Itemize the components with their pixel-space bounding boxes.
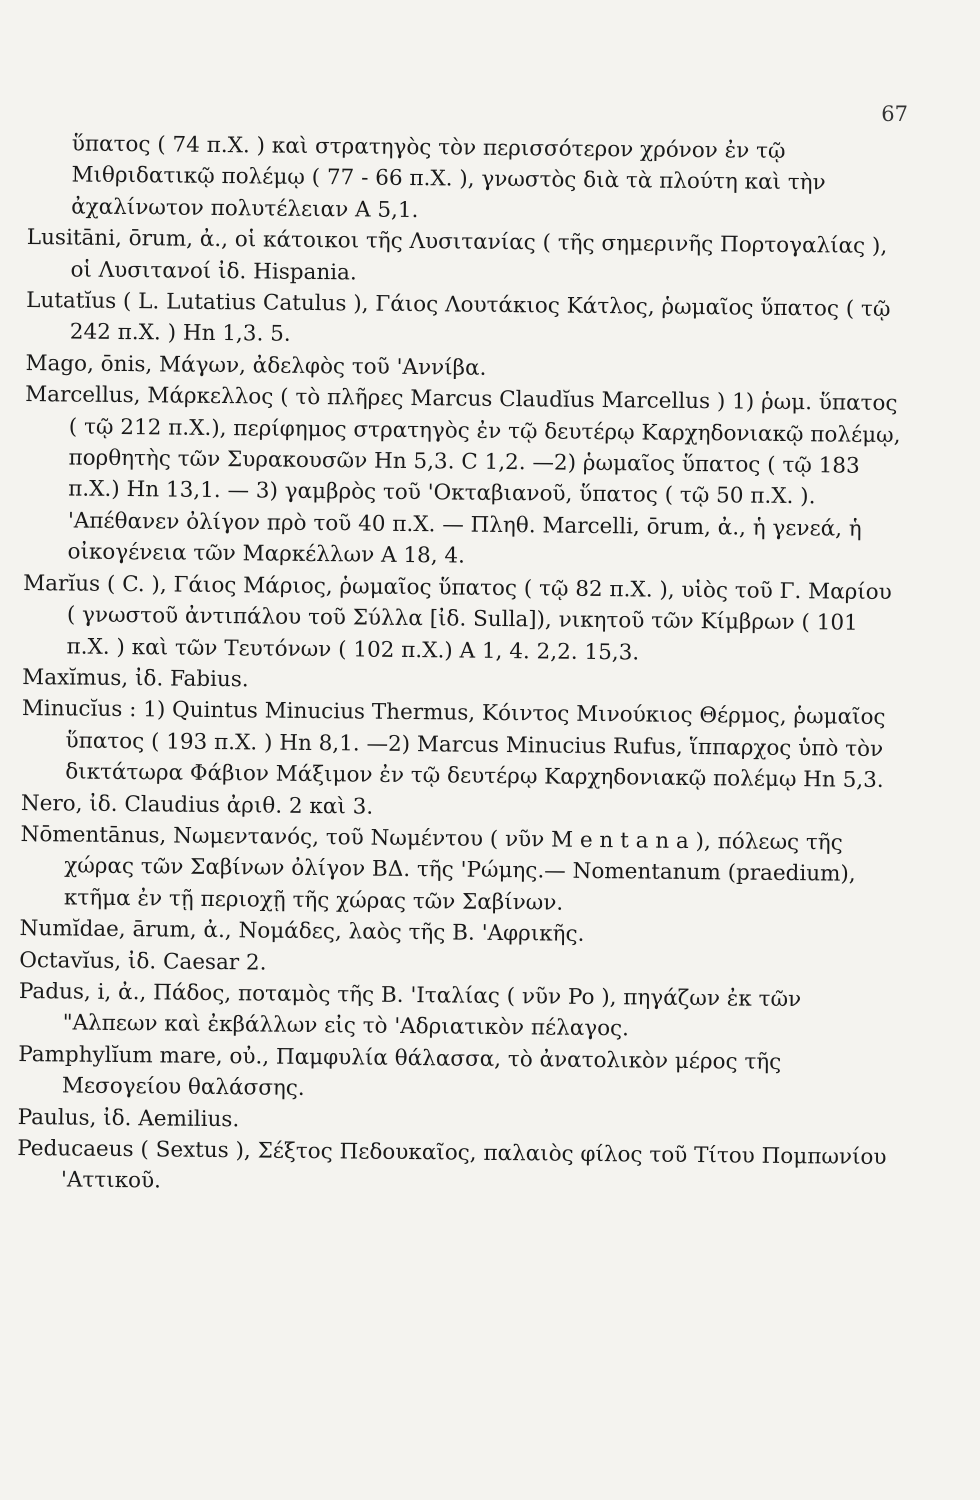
entry-mago: Mago, ōnis, Μάγων, ἀδελφὸς τοῦ 'Αννίβα. <box>25 350 487 381</box>
entry-minucius: Minucĭus : 1) Quintus Minucius Thermus, Κόιντος Μινούκιος Θέρμος, ῥωμαῖος ὕπατος ( 193 π.Χ. ) Hn 8,1. —2) Marcus Minucius Rufus, ἵππαρχος ὑπὸ τὸν δικτάτωρα Φάβιον Μάξιμον ἐν τῷ δευτέρῳ Καρχηδονιακῷ πολέμῳ Hn 5,3. <box>21 696 886 794</box>
page-number: 67 <box>881 102 908 126</box>
entry-padus: Padus, i, ἀ., Πάδος, ποταμὸς τῆς Β. 'Ιταλίας ( νῦν Po ), πηγάζων ἐκ τῶν "Αλπεων καὶ ἐκβάλλων εἰς τὸ 'Αδριατικὸν πέλαγος. <box>18 978 802 1042</box>
entry-lucullus-continuation: ὕπατος ( 74 π.Χ. ) καὶ στρατηγὸς τὸν περισσότερον χρόνον ἐν τῷ Μιθριδατικῷ πολέμῳ ( 77 - 66 π.Χ. ), γνωστὸς διὰ τὰ πλούτη καὶ τὴν ἀχαλίνωτον πολυτέλειαν Α 5,1. <box>71 131 826 223</box>
entry-octavius: Octavĭus, ἰδ. Caesar 2. <box>19 947 267 976</box>
entry-peducaeus: Peducaeus ( Sextus ), Σέξτος Πεδουκαῖος, παλαιὸς φίλος τοῦ Τίτου Πομπωνίου 'Αττικοῦ. <box>17 1135 887 1194</box>
entry-numidae: Numĭdae, ārum, ἀ., Νομάδες, λαὸς τῆς Β. 'Αφρικῆς. <box>19 916 585 948</box>
entry-nomentanus: Nōmentānus, Νωμεντανός, τοῦ Νωμέντου ( νῦν M e n t a n a ), πόλεως τῆς χώρας τῶν Σαβίνων ὀλίγον ΒΔ. τῆς 'Ρώμης.— Nomentanum (praedium), κτῆμα ἐν τῇ περιοχῇ τῆς χώρας τῶν Σαβίνων. <box>20 821 856 916</box>
entry-paulus: Paulus, ἰδ. Aemilius. <box>17 1104 240 1132</box>
entry-lutatius: Lutatĭus ( L. Lutatius Catulus ), Γάιος Λουτάκιος Κάτλος, ῥωμαῖος ὕπατος ( τῷ 242 π.Χ. ) Hn 1,3. 5. <box>26 288 891 348</box>
entry-maximus: Maxĭmus, ἰδ. Fabius. <box>22 664 249 693</box>
glossary-entries <box>17 128 908 1205</box>
entry-marcellus: Marcellus, Μάρκελλος ( τὸ πλῆρες Marcus Claudĭus Marcellus ) 1) ῥωμ. ὕπατος ( τῷ 212 π.Χ.), περίφημος στρατηγὸς ἐν τῷ δευτέρῳ Καρχηδονιακῷ πολέμῳ, πορθητὴς τῶν Συρακουσῶν Hn 5,3. C 1,2. —2) ῥωμαῖος ὕπατος ( τῷ 183 π.Χ.) Hn 13,1. — 3) γαμβρὸς τοῦ 'Οκταβιανοῦ, ὕπατος ( τῷ 50 π.Χ. ). 'Απέθανεν ὀλίγον πρὸ τοῦ 40 π.Χ. — Πληθ. Marcelli, ōrum, ἀ., ἡ γενεά, ἡ οἰκογένεια τῶν Μαρκέλλων Α 18, 4. <box>25 382 901 569</box>
entry-marius: Marĭus ( C. ), Γάιος Μάριος, ῥωμαῖος ὕπατος ( τῷ 82 π.Χ. ), υἱὸς τοῦ Γ. Μαρίου ( γνωστοῦ ἀντιπάλου τοῦ Σύλλα [ἰδ. Sulla]), νικητοῦ τῶν Κίμβρων ( 101 π.Χ. ) καὶ τῶν Τευτόνων ( 102 π.Χ.) Α 1, 4. 2,2. 15,3. <box>23 570 892 665</box>
entry-lusitani: Lusitāni, ōrum, ἀ., οἱ κάτοικοι τῆς Λυσιτανίας ( τῆς σημερινῆς Πορτογαλίας ), οἱ Λυσιτανοί ἰδ. Hispania. <box>26 225 888 286</box>
entry-nero: Nero, ἰδ. Claudius ἀριθ. 2 καὶ 3. <box>20 790 374 820</box>
entry-pamphylium: Pamphylĭum mare, οὐ., Παμφυλία θάλασσα, τὸ ἀνατολικὸν μέρος τῆς Μεσογείου θαλάσσης. <box>18 1041 782 1102</box>
